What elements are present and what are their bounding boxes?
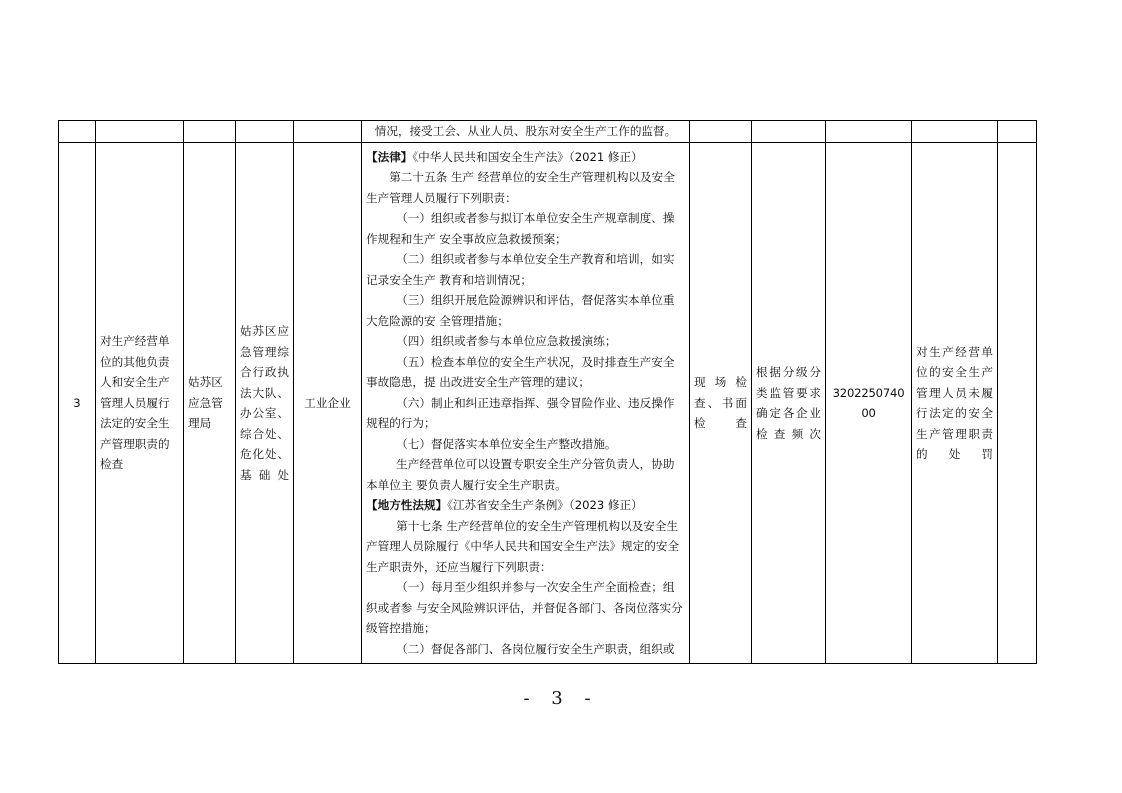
law-clause: （五）检查本单位的安全生产状况，及时排查生产安全事故隐患，提 出改进安全生产管理的建议； [366,354,675,390]
inspection-table [58,120,1037,664]
law-clause: （一）每月至少组织并参与一次安全生产全面检查；组织或者参 与安全风险辨识评估，并督促各部门、各岗位落实分级管控措施； [366,580,683,636]
cell-empty [690,121,752,143]
cell-empty [96,121,184,143]
law-article: 第二十五条 生产 经营单位的安全生产管理机构以及安全生产管理人员履行下列职责： [366,170,675,205]
inspection-target: 工业企业 [294,143,362,664]
table-row-continued [59,121,1037,143]
item-name: 对生产经营单位的其他负责人和安全生产管理人员履行法定的安全生产管理职责的检查 [96,143,184,664]
law-clause: （六）制止和纠正违章指挥、强令冒险作业、违反操作规程的行为； [366,395,675,431]
item-code: 320225074000 [826,143,912,664]
cell-empty [236,121,294,143]
law-clause: （七）督促落实本单位安全生产整改措施。 [396,436,617,451]
cell-empty [998,143,1037,664]
law-clause: （二）督促各部门、各岗位履行安全生产职责，组织或 [396,641,675,656]
law-clause: （二）组织或者参与本单位安全生产教育和培训，如实记录安全生产 教育和培训情况； [366,252,675,287]
law-title-2 [366,495,685,516]
table-row [59,143,1037,664]
law-title-text: 《中华人民共和国安全生产法》（2021 修正） [412,149,643,164]
law-type-bracket: 【法律】 [366,149,413,164]
law-type-bracket: 【地方性法规】 [366,498,448,513]
legal-basis [362,143,690,664]
page-number: - 3 - [523,688,599,709]
cell-empty [294,121,362,143]
law-clause: （一）组织或者参与拟订本单位安全生产规章制度、操作规程和生产 安全事故应急救援预案； [366,211,675,246]
law-title-text: 《江苏省安全生产条例》（2023 修正） [447,498,643,513]
law-clause: （三）组织开展危险源辨识和评估，督促落实本单位重大危险源的安 全管理措施； [366,293,675,328]
law-article: 第十七条 生产经营单位的安全生产管理机构以及安全生产管理人员除履行《中华人民共和国安全生产法》规定的安全生产职责外，还应当履行下列职责： [366,518,680,574]
cell-empty [826,121,912,143]
implementing-body: 姑苏区应急管理局 [184,143,236,664]
cell-empty [998,121,1037,143]
law-title-1 [366,147,685,168]
inspection-method: 现场检查、书面检查 [690,143,752,664]
cell-empty [184,121,236,143]
cell-empty [912,121,998,143]
law-paragraph: 生产经营单位可以设置专职安全生产分管负责人，协助本单位主 要负责人履行安全生产职责。 [366,457,675,492]
row-index: 3 [59,143,96,664]
law-clause: （四）组织或者参与本单位应急救援演练； [396,334,617,349]
inspection-frequency: 根据分级分类监管要求确定各企业检查频次 [752,143,826,664]
internal-dept: 姑苏区应急管理综合行政执法大队、办公室、综合处、危化处、基础处 [236,143,294,664]
related-penalty-item: 对生产经营单位的安全生产管理人员未履行法定的安全生产管理职责的处罚 [912,143,998,664]
cell-empty [59,121,96,143]
cell-empty [752,121,826,143]
law-text-continued: 情况，接受工会、从业人员、股东对安全生产工作的监督。 [362,121,690,143]
